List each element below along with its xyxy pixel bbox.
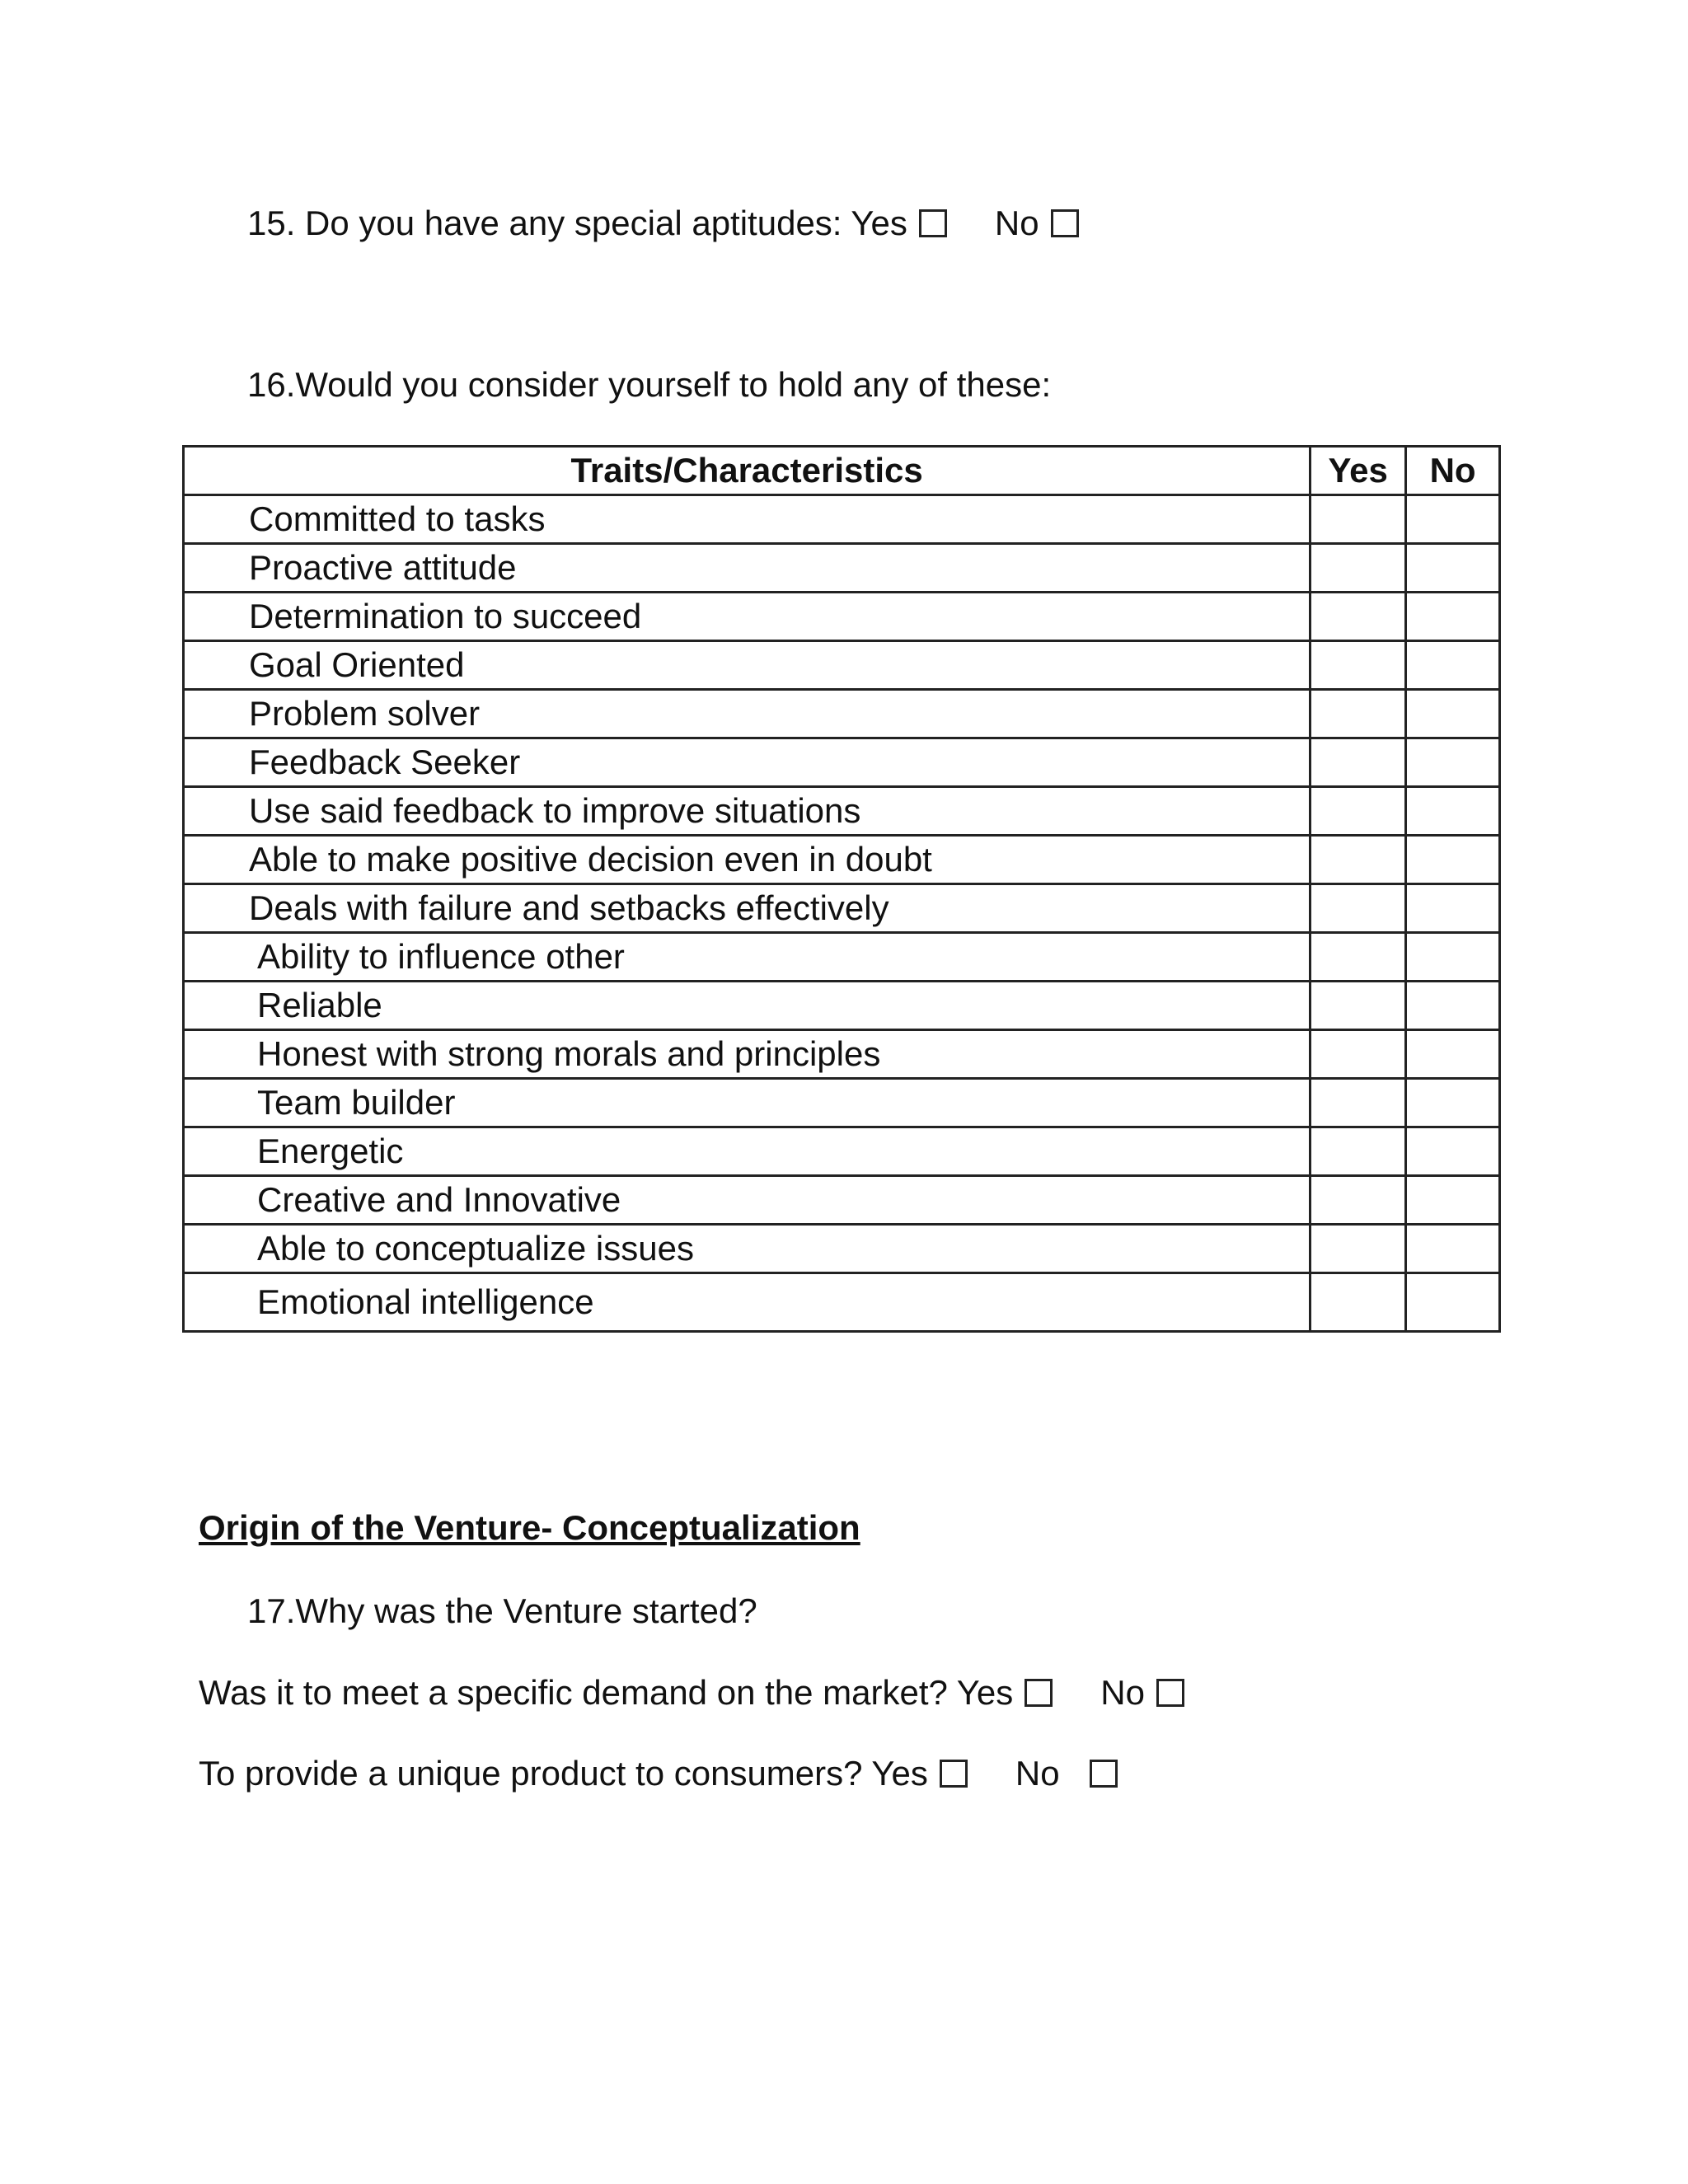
trait-label: Use said feedback to improve situations: [184, 787, 1311, 836]
table-row: [184, 690, 1500, 738]
question-16: [247, 364, 1051, 405]
no-check-cell[interactable]: [1406, 884, 1500, 933]
q17b-no-label: No: [1015, 1754, 1060, 1793]
trait-label: Proactive attitude: [184, 544, 1311, 593]
no-check-cell[interactable]: [1406, 933, 1500, 982]
yes-check-cell[interactable]: [1311, 641, 1406, 690]
no-check-cell[interactable]: [1406, 787, 1500, 836]
no-header: No: [1406, 447, 1500, 495]
no-check-cell[interactable]: [1406, 593, 1500, 641]
table-row: [184, 787, 1500, 836]
trait-label: Committed to tasks: [184, 495, 1311, 544]
trait-label: Team builder: [184, 1079, 1311, 1127]
question-17: [247, 1591, 757, 1632]
table-row: [184, 1225, 1500, 1273]
yes-check-cell[interactable]: [1311, 787, 1406, 836]
trait-label: Deals with failure and setbacks effectively: [184, 884, 1311, 933]
no-check-cell[interactable]: [1406, 1225, 1500, 1273]
yes-check-cell[interactable]: [1311, 884, 1406, 933]
yes-check-cell[interactable]: [1311, 1079, 1406, 1127]
no-check-cell[interactable]: [1406, 495, 1500, 544]
trait-label: Goal Oriented: [184, 641, 1311, 690]
question-17-text: 17.Why was the Venture started?: [247, 1591, 757, 1630]
yes-check-cell[interactable]: [1311, 690, 1406, 738]
no-check-cell[interactable]: [1406, 690, 1500, 738]
no-check-cell[interactable]: [1406, 1127, 1500, 1176]
yes-check-cell[interactable]: [1311, 1176, 1406, 1225]
yes-check-cell[interactable]: [1311, 593, 1406, 641]
q17a-no-checkbox[interactable]: [1156, 1679, 1184, 1707]
trait-label: Able to conceptualize issues: [184, 1225, 1311, 1273]
trait-label: Creative and Innovative: [184, 1176, 1311, 1225]
yes-check-cell[interactable]: [1311, 1127, 1406, 1176]
table-row: [184, 544, 1500, 593]
trait-label: Feedback Seeker: [184, 738, 1311, 787]
no-check-cell[interactable]: [1406, 1079, 1500, 1127]
yes-check-cell[interactable]: [1311, 544, 1406, 593]
no-check-cell[interactable]: [1406, 641, 1500, 690]
traits-header: Traits/Characteristics: [184, 447, 1311, 495]
no-check-cell[interactable]: [1406, 1273, 1500, 1332]
question-17a-text: Was it to meet a specific demand on the market? Yes: [199, 1673, 1014, 1712]
no-check-cell[interactable]: [1406, 738, 1500, 787]
yes-check-cell[interactable]: [1311, 1273, 1406, 1332]
question-15-text: 15. Do you have any special aptitudes: Yes: [247, 204, 907, 242]
trait-label: Problem solver: [184, 690, 1311, 738]
yes-check-cell[interactable]: [1311, 933, 1406, 982]
trait-label: Reliable: [184, 982, 1311, 1030]
q17b-yes-checkbox[interactable]: [940, 1760, 968, 1788]
question-15: [247, 203, 1079, 244]
table-row: [184, 1030, 1500, 1079]
table-row: [184, 836, 1500, 884]
q15-no-checkbox[interactable]: [1051, 209, 1079, 237]
table-row: [184, 1127, 1500, 1176]
section-heading: Origin of the Venture- Conceptualization: [199, 1508, 860, 1547]
q17a-yes-checkbox[interactable]: [1025, 1679, 1053, 1707]
no-check-cell[interactable]: [1406, 1030, 1500, 1079]
table-row: [184, 1273, 1500, 1332]
table-row: [184, 641, 1500, 690]
q15-yes-checkbox[interactable]: [919, 209, 947, 237]
yes-check-cell[interactable]: [1311, 982, 1406, 1030]
no-check-cell[interactable]: [1406, 836, 1500, 884]
trait-label: Able to make positive decision even in doubt: [184, 836, 1311, 884]
table-row: [184, 1079, 1500, 1127]
no-check-cell[interactable]: [1406, 982, 1500, 1030]
yes-header: Yes: [1311, 447, 1406, 495]
trait-label: Energetic: [184, 1127, 1311, 1176]
no-check-cell[interactable]: [1406, 544, 1500, 593]
question-17b: [199, 1753, 1118, 1794]
q15-no-label: No: [994, 204, 1039, 242]
yes-check-cell[interactable]: [1311, 1225, 1406, 1273]
trait-label: Emotional intelligence: [184, 1273, 1311, 1332]
yes-check-cell[interactable]: [1311, 1030, 1406, 1079]
table-row: [184, 738, 1500, 787]
q17a-no-label: No: [1100, 1673, 1145, 1712]
question-16-text: 16.Would you consider yourself to hold any of these:: [247, 365, 1052, 404]
traits-table: [182, 445, 1501, 1333]
table-row: [184, 982, 1500, 1030]
table-row: [184, 593, 1500, 641]
trait-label: Honest with strong morals and principles: [184, 1030, 1311, 1079]
yes-check-cell[interactable]: [1311, 836, 1406, 884]
yes-check-cell[interactable]: [1311, 495, 1406, 544]
no-check-cell[interactable]: [1406, 1176, 1500, 1225]
traits-table-header-row: [184, 447, 1500, 495]
trait-label: Determination to succeed: [184, 593, 1311, 641]
trait-label: Ability to influence other: [184, 933, 1311, 982]
table-row: [184, 933, 1500, 982]
question-17b-text: To provide a unique product to consumers? Yes: [199, 1754, 928, 1793]
table-row: [184, 1176, 1500, 1225]
yes-check-cell[interactable]: [1311, 738, 1406, 787]
table-row: [184, 884, 1500, 933]
table-row: [184, 495, 1500, 544]
q17b-no-checkbox[interactable]: [1090, 1760, 1118, 1788]
question-17a: [199, 1672, 1184, 1713]
